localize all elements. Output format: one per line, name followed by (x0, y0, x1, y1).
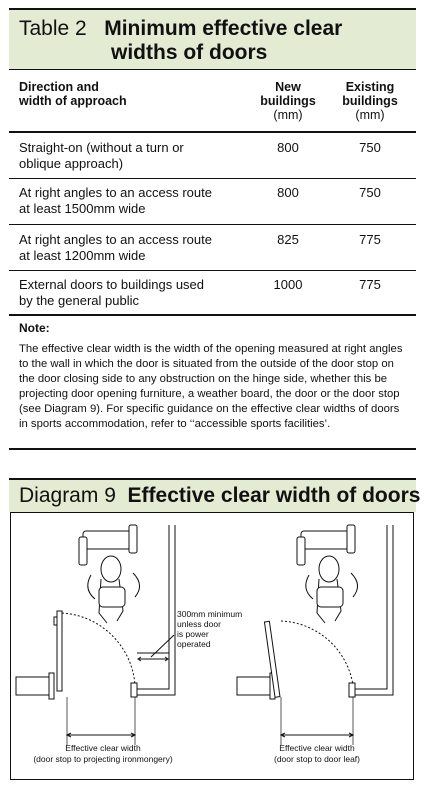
door-handle (54, 617, 57, 625)
table-row-2-new: 800 (277, 185, 299, 200)
door-jamb (131, 683, 137, 697)
table-row-4-direction: External doors to buildings used by the general public (19, 277, 205, 308)
table-row-3-new: 825 (277, 232, 299, 247)
header-divider (9, 131, 416, 133)
door-jamb (349, 683, 355, 697)
door-swing-arc (62, 613, 135, 685)
diagram-label: Diagram 9 (19, 484, 116, 507)
diagram-title-text: Effective clear width of doors (127, 484, 421, 507)
clearance-annotation-line1: 300mm minimum (177, 609, 243, 619)
diagram-frame (10, 512, 414, 780)
table-row-1-new: 800 (277, 140, 299, 155)
left-caption-line1: Effective clear width (65, 743, 141, 753)
diagram-title (19, 484, 420, 508)
table-row-4-new: 1000 (273, 277, 303, 292)
note-text: The effective clear width is the width of the opening measured at right angles to the wall in which the door is situated from the outside of the door stop on the door closing side to any obstruction on the hinge side, whether this be projecting door opening furniture, a weather board, the door or the door stop (see Diagram 9). For specific guidance on the effective clear widths of doors in sports accommodation, refer to ‘‘accessible sports facilities’. (19, 343, 403, 430)
wall-section (237, 677, 270, 695)
right-caption-line2: (door stop to door leaf) (274, 754, 360, 764)
table-row-1-direction: Straight-on (without a turn or oblique approach) (19, 140, 184, 171)
wheelchair-user-icon (297, 525, 358, 623)
table-row-1-existing: 750 (359, 140, 381, 155)
row-divider (9, 178, 416, 179)
table-title-bar (9, 8, 416, 70)
door-swing-arc (281, 621, 353, 685)
clearance-annotation-line3: is power (177, 629, 209, 639)
door-leaf (57, 611, 62, 691)
right-door-figure (237, 525, 393, 745)
row-divider (9, 224, 416, 225)
col-header-existing: Existing buildings (mm) (342, 80, 398, 122)
table-row-3-existing: 775 (359, 232, 381, 247)
return-wall (137, 525, 175, 695)
table-bottom-rule (9, 448, 416, 450)
left-door-figure (16, 525, 175, 745)
table-title-line1: Minimum effective clear (104, 17, 343, 40)
left-caption-line2: (door stop to projecting ironmongery) (33, 754, 173, 764)
table-title-line2: widths of doors (111, 41, 268, 64)
clearance-annotation-line2: unless door (177, 619, 221, 629)
door-width-diagram (11, 513, 415, 781)
diagram-title-bar (9, 478, 421, 512)
table-label: Table 2 (19, 17, 87, 40)
wheelchair-user-icon (79, 525, 140, 623)
table-row-2-existing: 750 (359, 185, 381, 200)
right-caption-line1: Effective clear width (279, 743, 355, 753)
table-title (19, 17, 342, 41)
row-divider (9, 270, 416, 271)
door-stop (49, 673, 54, 699)
note-title: Note: (19, 321, 50, 335)
row-divider (9, 314, 416, 316)
wall-section (16, 677, 49, 695)
col-header-new: New buildings (mm) (260, 80, 316, 122)
col-header-direction: Direction and width of approach (19, 80, 127, 108)
table-row-4-existing: 775 (359, 277, 381, 292)
table-row-2-direction: At right angles to an access route at least 1500mm wide (19, 185, 212, 216)
annotation-leader (151, 635, 174, 657)
clearance-annotation-line4: operated (177, 639, 211, 649)
table-row-3-direction: At right angles to an access route at least 1200mm wide (19, 232, 212, 263)
return-wall (355, 525, 393, 695)
